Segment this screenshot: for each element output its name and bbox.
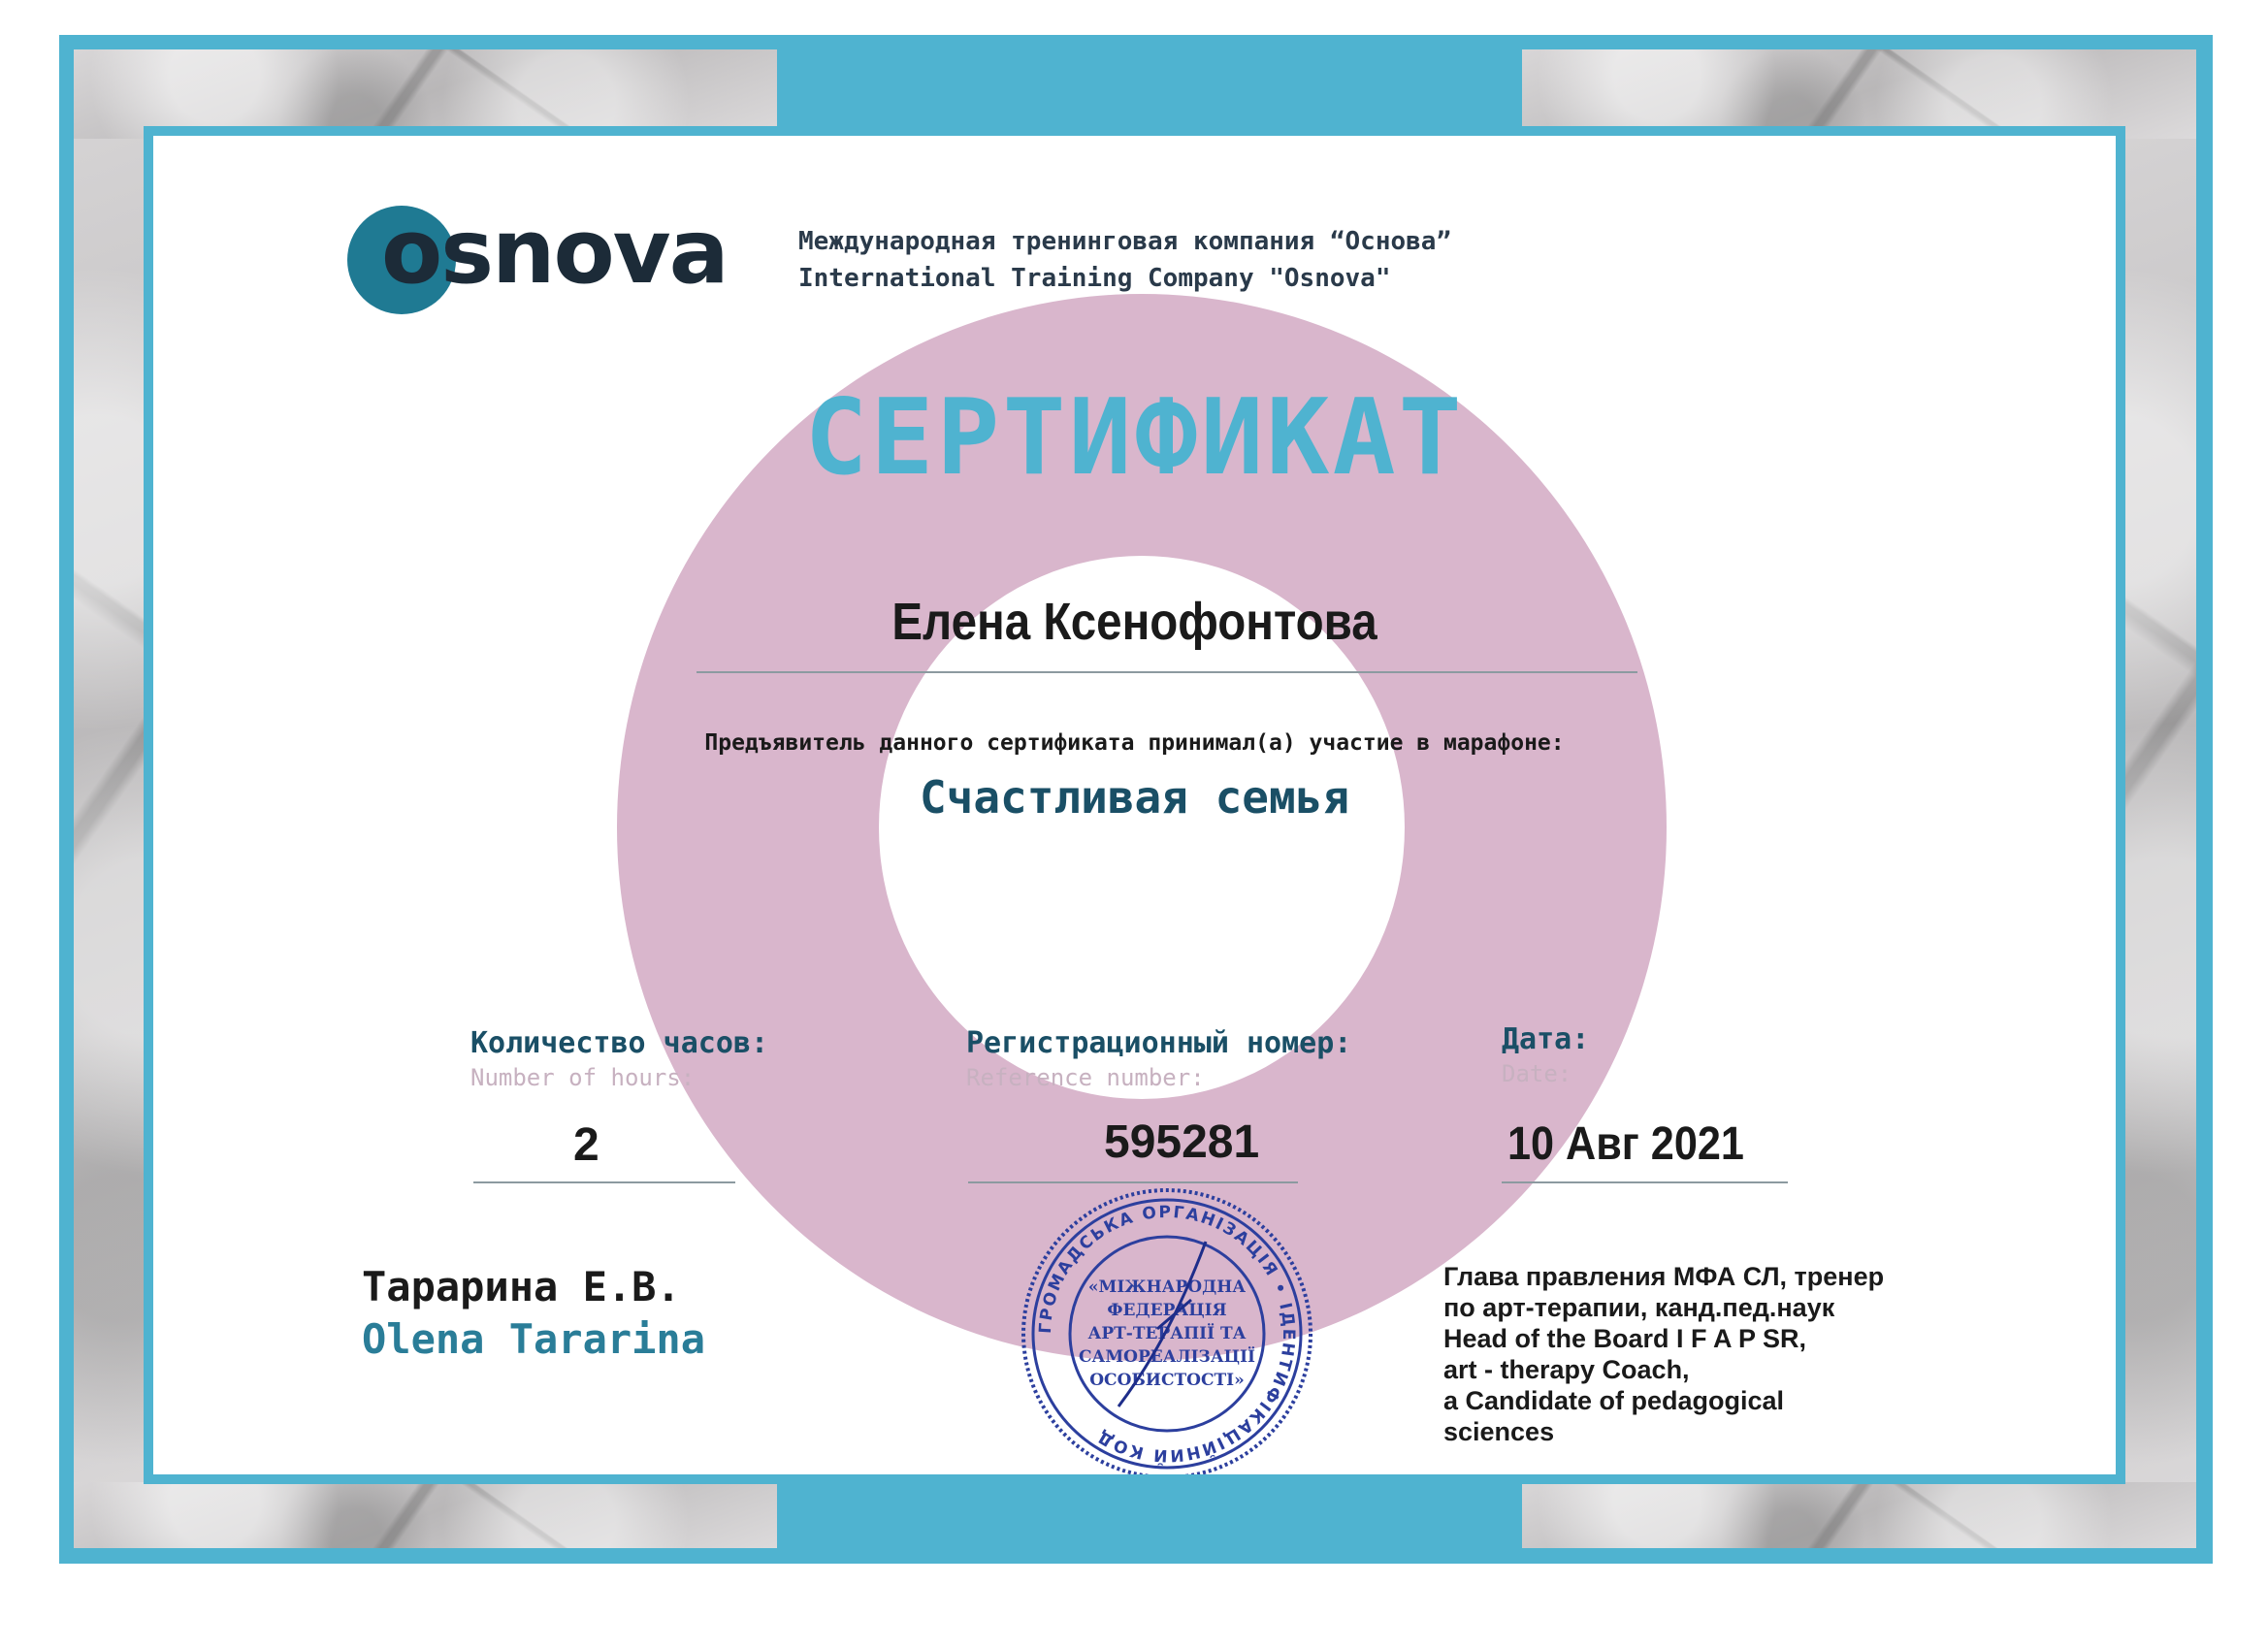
date-underline (1502, 1181, 1788, 1183)
certificate-card (144, 126, 2125, 1484)
marble-border-bottom-right (1522, 1482, 2196, 1548)
company-name-en: International Training Company "Osnova" (798, 264, 1391, 293)
stamp-center-line: ОСОБИСТОСТІ» (1089, 1371, 1245, 1390)
reference-field (966, 1026, 1351, 1091)
reference-label: Регистрационный номер: (966, 1026, 1352, 1060)
stamp-center-line: САМОРЕАЛІЗАЦІЇ (1078, 1347, 1256, 1367)
logo-text: osnova (381, 200, 728, 304)
date-value: 10 Авг 2021 (1507, 1118, 1744, 1170)
company-name-ru: Международная тренинговая компания “Основа” (798, 227, 1452, 256)
date-field (1502, 1022, 1589, 1087)
reference-value: 595281 (1104, 1116, 1260, 1168)
position-line: Head of the Board I F A P SR, (1443, 1324, 1807, 1353)
reference-sublabel: Reference number: (966, 1064, 1205, 1091)
signatory-name-ru: Тарарина Е.В. (362, 1263, 681, 1310)
marble-border-bottom-left (74, 1482, 777, 1548)
osnova-logo (347, 200, 755, 332)
position-line: sciences (1443, 1417, 1555, 1446)
hours-value: 2 (573, 1119, 599, 1171)
event-name: Счастливая семья (919, 771, 1350, 824)
position-line: по арт-терапии, канд.пед.наук (1443, 1293, 1835, 1322)
position-line: a Candidate of pedagogical (1443, 1386, 1785, 1415)
company-name (798, 223, 1451, 297)
recipient-name: Елена Ксенофонтова (891, 593, 1377, 651)
stamp-center-line: «МІЖНАРОДНА (1087, 1277, 1247, 1297)
date-label: Дата: (1502, 1022, 1590, 1056)
position-line: Глава правления МФА СЛ, тренер (1443, 1262, 1885, 1291)
stamp-center-line: АРТ-ТЕРАПІЇ ТА (1087, 1324, 1247, 1343)
hours-field (470, 1026, 768, 1091)
hours-underline (473, 1181, 735, 1183)
signatory-position (1443, 1261, 1948, 1447)
position-line: art - therapy Coach, (1443, 1355, 1690, 1384)
official-stamp-icon (1012, 1183, 1322, 1484)
certificate-title: СЕРТИФИКАТ (804, 377, 1465, 499)
date-sublabel: Date: (1502, 1060, 1572, 1087)
stamp-ring-text: ГРОМАДСЬКА ОРГАНІЗАЦІЯ • ІДЕНТИФІКАЦІЙНИЙ КОД (1035, 1202, 1299, 1466)
participation-text: Предъявитель данного сертификата принимал(а) участие в марафоне: (704, 730, 1565, 756)
recipient-underline (697, 671, 1637, 673)
hours-sublabel: Number of hours: (470, 1064, 696, 1091)
stamp-center-line: ФЕДЕРАЦІЯ (1107, 1301, 1227, 1320)
hours-label: Количество часов: (470, 1026, 769, 1060)
signatory-name-en: Olena Tararina (362, 1315, 706, 1363)
